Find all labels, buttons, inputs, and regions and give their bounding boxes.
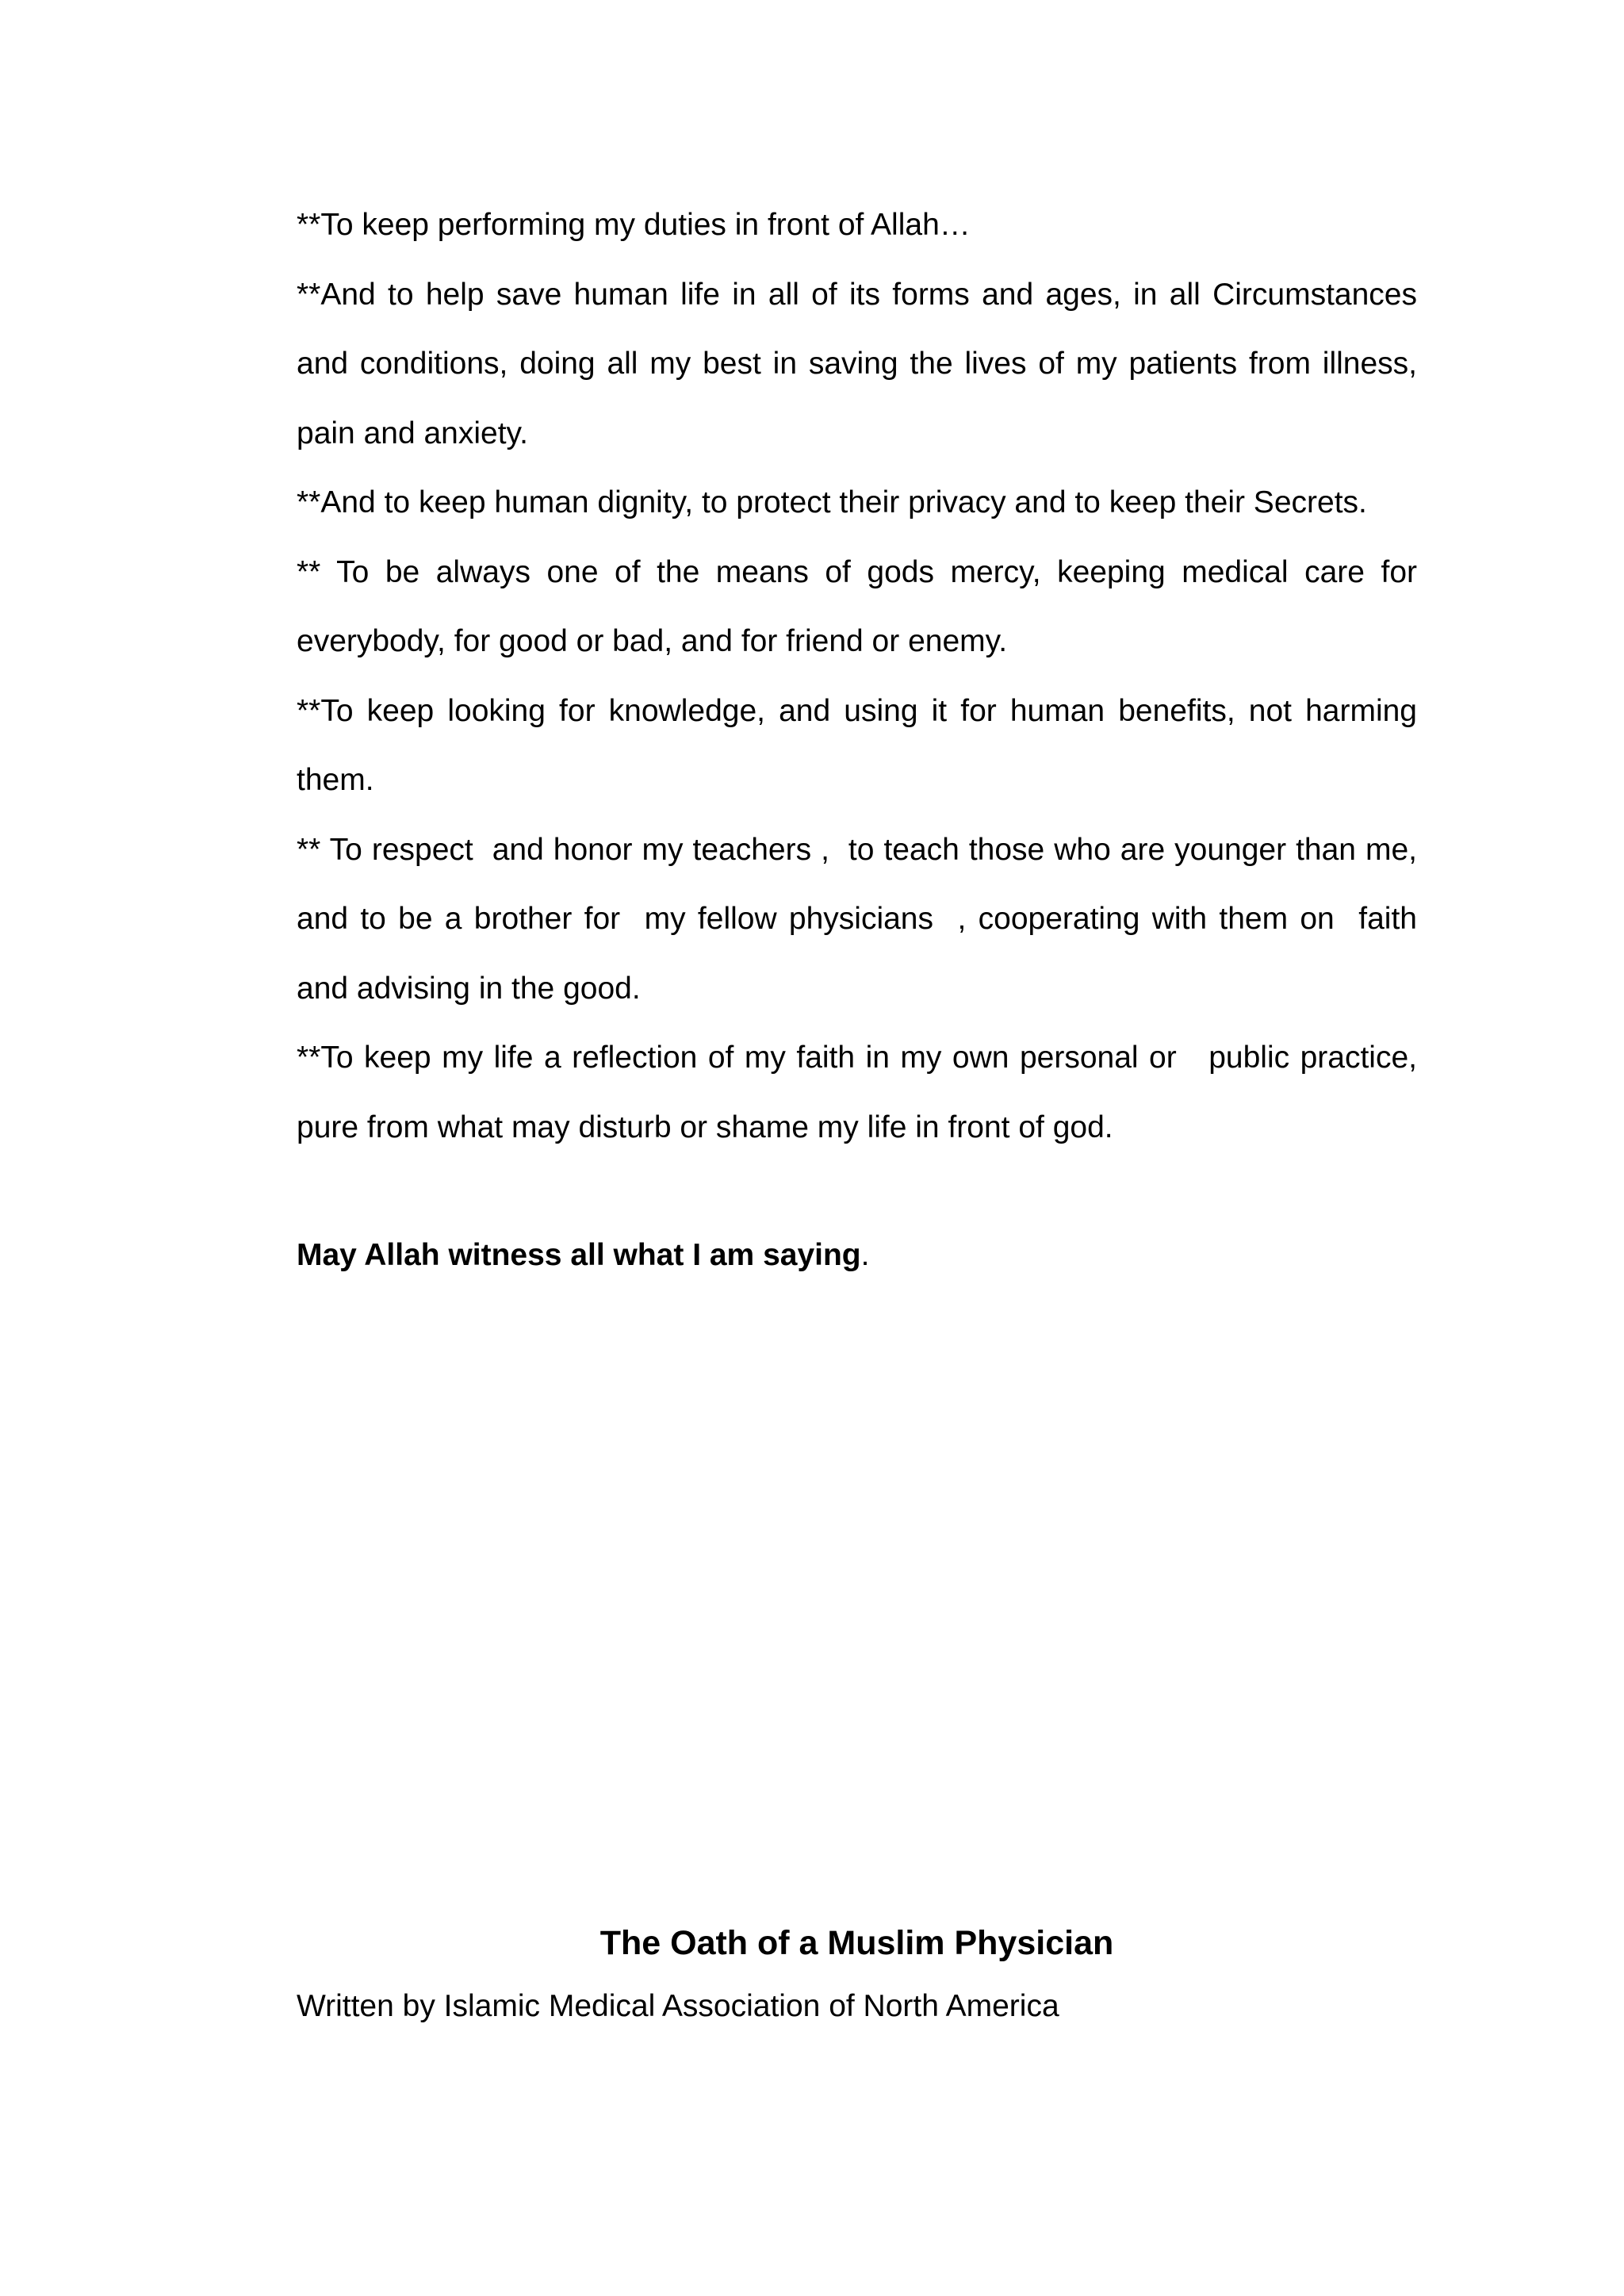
oath-paragraph-7: **To keep my life a reflection of my faith in my own personal or public practice, pure from what may disturb or shame my life in front of god. bbox=[297, 1041, 1426, 1144]
closing-statement: May Allah witness all what I am saying bbox=[297, 1238, 861, 1272]
oath-paragraph-2: **And to help save human life in all of its forms and ages, in all Circumstances and conditions, doing all my best in saving the lives of my patients from illness, pain and anxiety. bbox=[297, 277, 1426, 450]
document-title: The Oath of a Muslim Physician bbox=[599, 1924, 1114, 1962]
closing-line bbox=[297, 1221, 1417, 1290]
oath-paragraph-4: ** To be always one of the means of gods mercy, keeping medical care for everybody, for good or bad, and for friend or enemy. bbox=[297, 554, 1426, 658]
closing-period: . bbox=[860, 1238, 870, 1272]
oath-body bbox=[297, 190, 1426, 1162]
document-author: Written by Islamic Medical Association of North America bbox=[297, 1989, 1059, 2023]
oath-paragraph-6: ** To respect and honor my teachers , to teach those who are younger than me, and to be a brother for my fellow physicians , cooperating with them on faith and advising in the good. bbox=[297, 832, 1426, 1006]
oath-paragraph-1: **To keep performing my duties in front of Allah… bbox=[297, 208, 971, 242]
oath-paragraph-5: **To keep looking for knowledge, and using it for human benefits, not harming them. bbox=[297, 693, 1426, 797]
oath-paragraph-3: **And to keep human dignity, to protect their privacy and to keep their Secrets. bbox=[297, 485, 1367, 519]
